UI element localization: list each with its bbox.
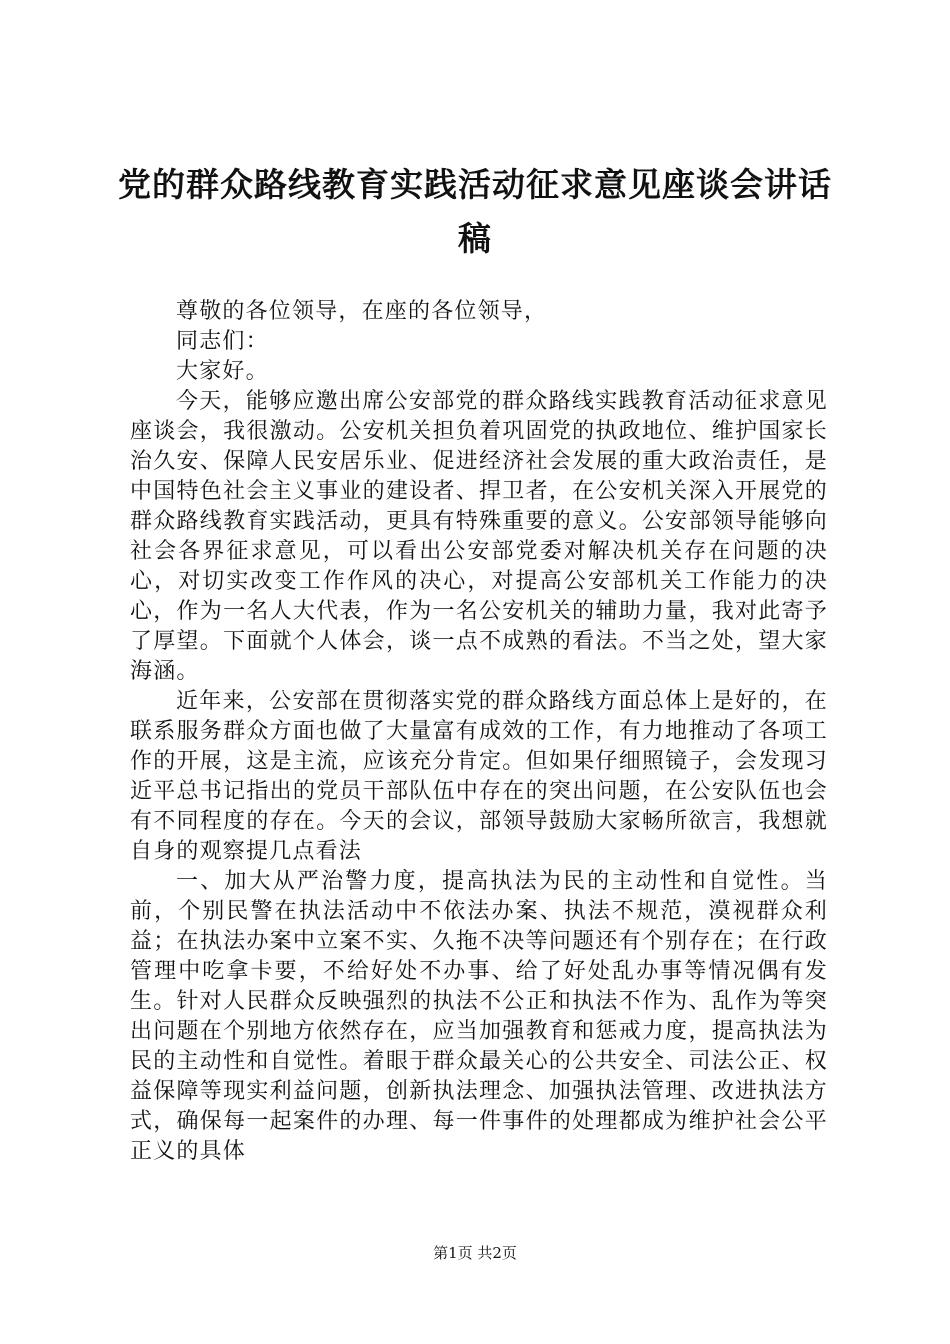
paragraph-assessment: 近年来，公安部在贯彻落实党的群众路线方面总体上是好的，在联系服务群众方面也做了大量富有成效的工作，有力地推动了各项工作的开展，这是主流，应该充分肯定。但如果仔细照镜子，会发现习近平总书记指出的党员干部队伍中存在的突出问题，在公安队伍也会有不同程度的存在。今天的会议，部领导鼓励大家畅所欲言，我想就自身的观察提几点看法 [130,689,828,864]
paragraph-intro: 今天，能够应邀出席公安部党的群众路线实践教育活动征求意见座谈会，我很激动。公安机关担负着巩固党的执政地位、维护国家长治久安、保障人民安居乐业、促进经济社会发展的重大政治责任，是中国特色社会主义事业的建设者、捍卫者，在公安机关深入开展党的群众路线教育实践活动，更具有特殊重要的意义。公安部领导能够向社会各界征求意见，可以看出公安部党委对解决机关存在问题的决心，对切实改变工作作风的决心，对提高公安部机关工作能力的决心，作为一名人大代表，作为一名公安机关的辅助力量，我对此寄予了厚望。下面就个人体会，谈一点不成熟的看法。不当之处，望大家海涵。 [130,389,828,684]
document-body [130,297,828,1167]
page-number-footer: 第1页 共2页 [433,1244,517,1262]
paragraph-point-one: 一、加大从严治警力度，提高执法为民的主动性和自觉性。当前，个别民警在执法活动中不依法办案、执法不规范，漠视群众利益；在执法办案中立案不实、久拖不决等问题还有个别存在；在行政管理中吃拿卡要，不给好处不办事、给了好处乱办事等情况偶有发生。针对人民群众反映强烈的执法不公正和执法不作为、乱作为等突出问题在个别地方依然存在，应当加强教育和惩戒力度，提高执法为民的主动性和自觉性。着眼于群众最关心的公共安全、司法公正、权益保障等现实利益问题，创新执法理念、加强执法管理、改进执法方式，确保每一起案件的办理、每一件事件的处理都成为维护社会公平正义的具体 [130,869,828,1164]
salutation-comrades: 同志们： [176,329,269,354]
salutation-leaders: 尊敬的各位领导，在座的各位领导， [176,299,548,324]
greeting: 大家好。 [176,359,269,384]
document-title: 党的群众路线教育实践活动征求意见座谈会讲话稿 [118,165,832,258]
